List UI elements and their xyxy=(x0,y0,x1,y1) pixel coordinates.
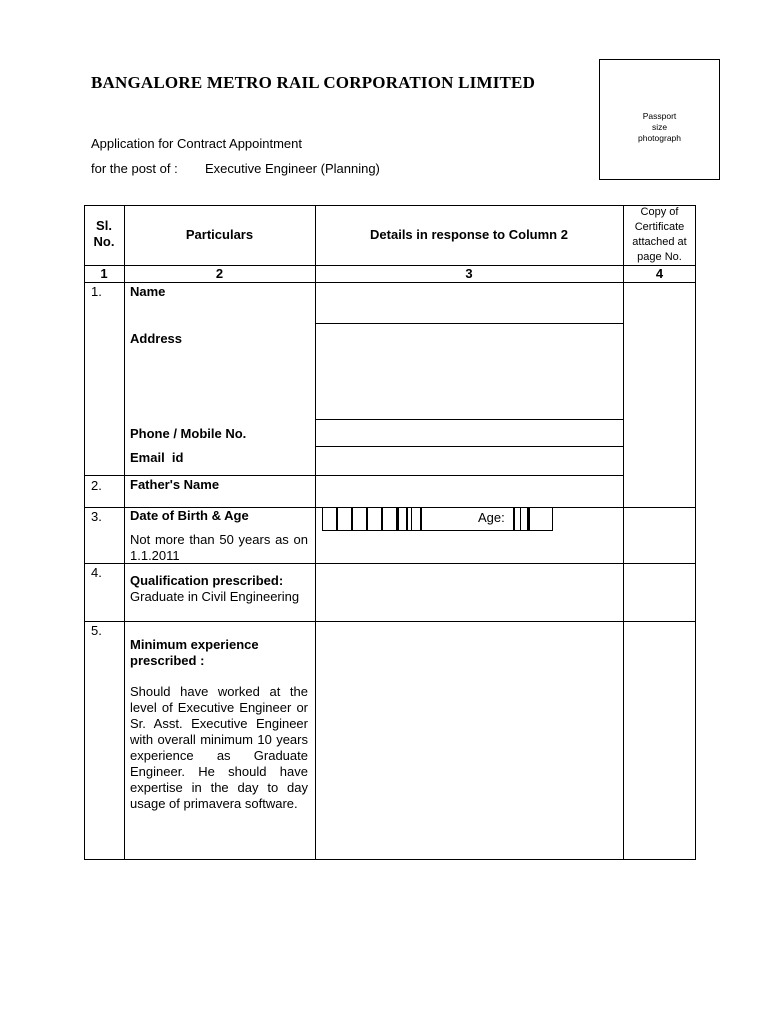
row2-number: 2. xyxy=(91,478,102,493)
name-field[interactable] xyxy=(316,283,623,323)
column-number-4: 4 xyxy=(655,266,664,281)
fathers-name-field[interactable] xyxy=(316,476,623,507)
experience-note: Should have worked at the level of Executive Engineer or Sr. Asst. Executive Engineer with overall minimum 10 years experience as Graduate Engineer. He should have expertise in the day to day usage of primavera software. xyxy=(130,684,308,811)
header-particulars: Particulars xyxy=(185,227,254,242)
post-value: Executive Engineer (Planning) xyxy=(205,161,380,176)
dob-label: Date of Birth & Age xyxy=(130,508,249,523)
column-number-2: 2 xyxy=(215,266,224,281)
header-sl-no: Sl. No. xyxy=(93,218,115,249)
passport-photo-box[interactable] xyxy=(599,59,720,180)
header-details: Details in response to Column 2 xyxy=(370,227,568,242)
application-title: Application for Contract Appointment xyxy=(91,136,303,151)
header-copy-certificate: Copy of Certificate attached at page No. xyxy=(632,206,687,263)
qualification-note: Graduate in Civil Engineering xyxy=(130,589,300,604)
column-number-3: 3 xyxy=(465,266,473,281)
row3-number: 3. xyxy=(91,509,102,524)
age-label: Age: xyxy=(478,510,505,525)
qualification-field[interactable] xyxy=(316,564,623,621)
age-limit-note: Not more than 50 years as on 1.1.2011 xyxy=(130,532,308,563)
row4-number: 4. xyxy=(91,565,102,580)
certificate-page-cell-1[interactable] xyxy=(624,283,695,507)
experience-label: Minimum experience prescribed : xyxy=(130,637,259,668)
address-label: Address xyxy=(130,331,183,346)
photo-label: Passport size photograph xyxy=(637,111,681,143)
email-field[interactable] xyxy=(316,447,623,475)
name-label: Name xyxy=(130,284,166,299)
certificate-page-cell-5[interactable] xyxy=(624,622,695,859)
row5-number: 5. xyxy=(91,623,102,638)
phone-label: Phone / Mobile No. xyxy=(130,426,247,441)
experience-field[interactable] xyxy=(316,622,623,859)
qualification-label: Qualification prescribed: xyxy=(130,573,284,588)
address-field[interactable] xyxy=(316,324,623,419)
column-number-1: 1 xyxy=(100,266,108,281)
post-label: for the post of : xyxy=(91,161,178,176)
phone-field[interactable] xyxy=(316,420,623,446)
certificate-page-cell-4[interactable] xyxy=(624,564,695,621)
certificate-page-cell-3[interactable] xyxy=(624,508,695,563)
fathers-name-label: Father's Name xyxy=(130,477,220,492)
row1-number: 1. xyxy=(91,284,102,299)
email-label: Email id xyxy=(130,450,184,465)
organization-title: BANGALORE METRO RAIL CORPORATION LIMITED xyxy=(91,73,536,92)
